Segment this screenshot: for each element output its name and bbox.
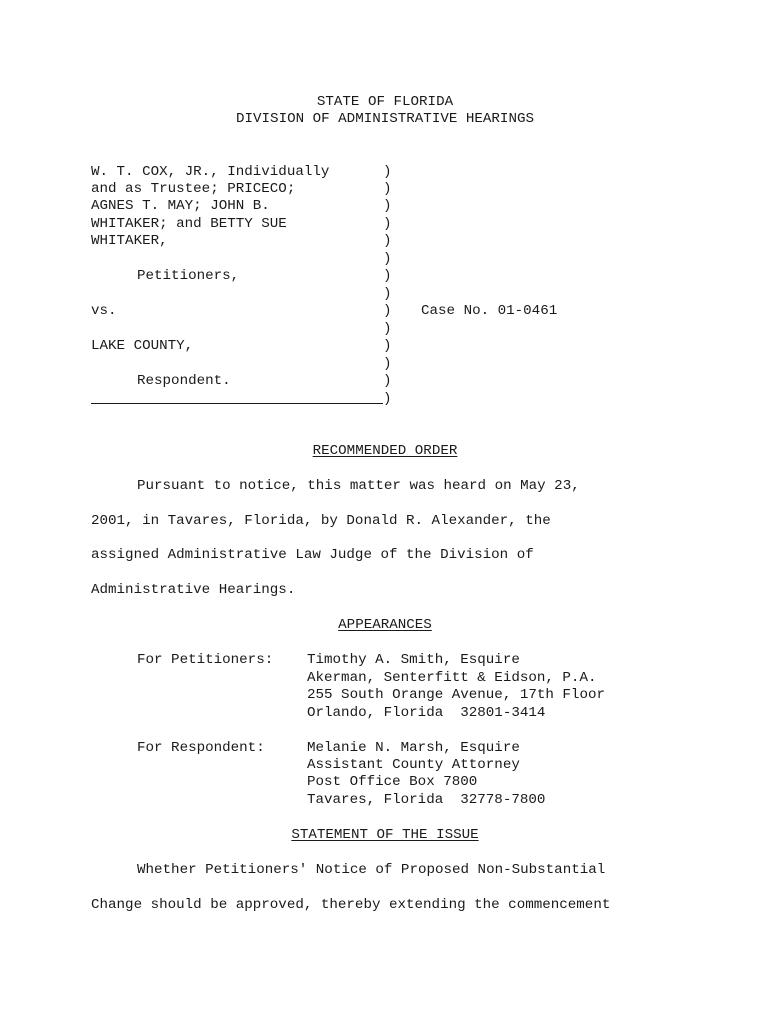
caption-paren: ) bbox=[383, 216, 392, 232]
order-intro-line: Pursuant to notice, this matter was heard on May 23, bbox=[137, 478, 580, 494]
order-intro-line: assigned Administrative Law Judge of the Division of bbox=[91, 547, 534, 563]
respondent-name: LAKE COUNTY, bbox=[91, 338, 194, 354]
issue-title bbox=[0, 827, 770, 844]
petitioners-counsel-label: For Petitioners: bbox=[137, 652, 274, 668]
order-title-text: RECOMMENDED ORDER bbox=[312, 443, 458, 459]
caption-underline-rule bbox=[91, 403, 383, 404]
petitioner-line: WHITAKER; and BETTY SUE bbox=[91, 216, 287, 232]
caption-paren: ) bbox=[383, 303, 392, 319]
caption-paren: ) bbox=[383, 181, 392, 197]
order-title bbox=[0, 443, 770, 460]
caption-paren: ) bbox=[383, 338, 392, 354]
petitioner-line: W. T. COX, JR., Individually bbox=[91, 164, 330, 180]
caption-paren: ) bbox=[383, 268, 392, 284]
petitioners-counsel-line: 255 South Orange Avenue, 17th Floor bbox=[307, 687, 605, 703]
appearances-title-text: APPEARANCES bbox=[338, 617, 432, 633]
petitioners-counsel-line: Akerman, Senterfitt & Eidson, P.A. bbox=[307, 670, 597, 686]
order-intro-line: Administrative Hearings. bbox=[91, 582, 296, 598]
caption-paren: ) bbox=[383, 164, 392, 180]
caption-paren: ) bbox=[383, 356, 392, 372]
caption-paren: ) bbox=[383, 373, 392, 389]
caption-paren: ) bbox=[383, 233, 392, 249]
header-division: DIVISION OF ADMINISTRATIVE HEARINGS bbox=[236, 111, 534, 127]
petitioners-counsel-line: Orlando, Florida 32801-3414 bbox=[307, 705, 546, 721]
issue-line: Whether Petitioners' Notice of Proposed Non-Substantial bbox=[137, 862, 606, 878]
petitioner-line: and as Trustee; PRICECO; bbox=[91, 181, 296, 197]
respondent-counsel-line: Post Office Box 7800 bbox=[307, 774, 478, 790]
respondent-counsel-line: Melanie N. Marsh, Esquire bbox=[307, 740, 520, 756]
respondent-counsel-line: Tavares, Florida 32778-7800 bbox=[307, 792, 546, 808]
issue-title-text: STATEMENT OF THE ISSUE bbox=[291, 827, 479, 843]
caption-paren: ) bbox=[383, 251, 392, 267]
petitioner-line: AGNES T. MAY; JOHN B. bbox=[91, 198, 270, 214]
order-intro-line: 2001, in Tavares, Florida, by Donald R. Alexander, the bbox=[91, 513, 551, 529]
caption-paren: ) bbox=[383, 391, 392, 407]
caption-paren: ) bbox=[383, 321, 392, 337]
versus-label: vs. bbox=[91, 303, 117, 319]
respondent-label: Respondent. bbox=[137, 373, 231, 389]
respondent-counsel-label: For Respondent: bbox=[137, 740, 265, 756]
appearances-title bbox=[0, 617, 770, 634]
case-number: Case No. 01-0461 bbox=[421, 303, 558, 319]
issue-line: Change should be approved, thereby extending the commencement bbox=[91, 897, 611, 913]
respondent-counsel-line: Assistant County Attorney bbox=[307, 757, 520, 773]
petitioners-counsel-line: Timothy A. Smith, Esquire bbox=[307, 652, 520, 668]
caption-paren: ) bbox=[383, 198, 392, 214]
petitioners-label: Petitioners, bbox=[137, 268, 240, 284]
caption-paren: ) bbox=[383, 286, 392, 302]
petitioner-line: WHITAKER, bbox=[91, 233, 168, 249]
header-state: STATE OF FLORIDA bbox=[316, 94, 454, 110]
